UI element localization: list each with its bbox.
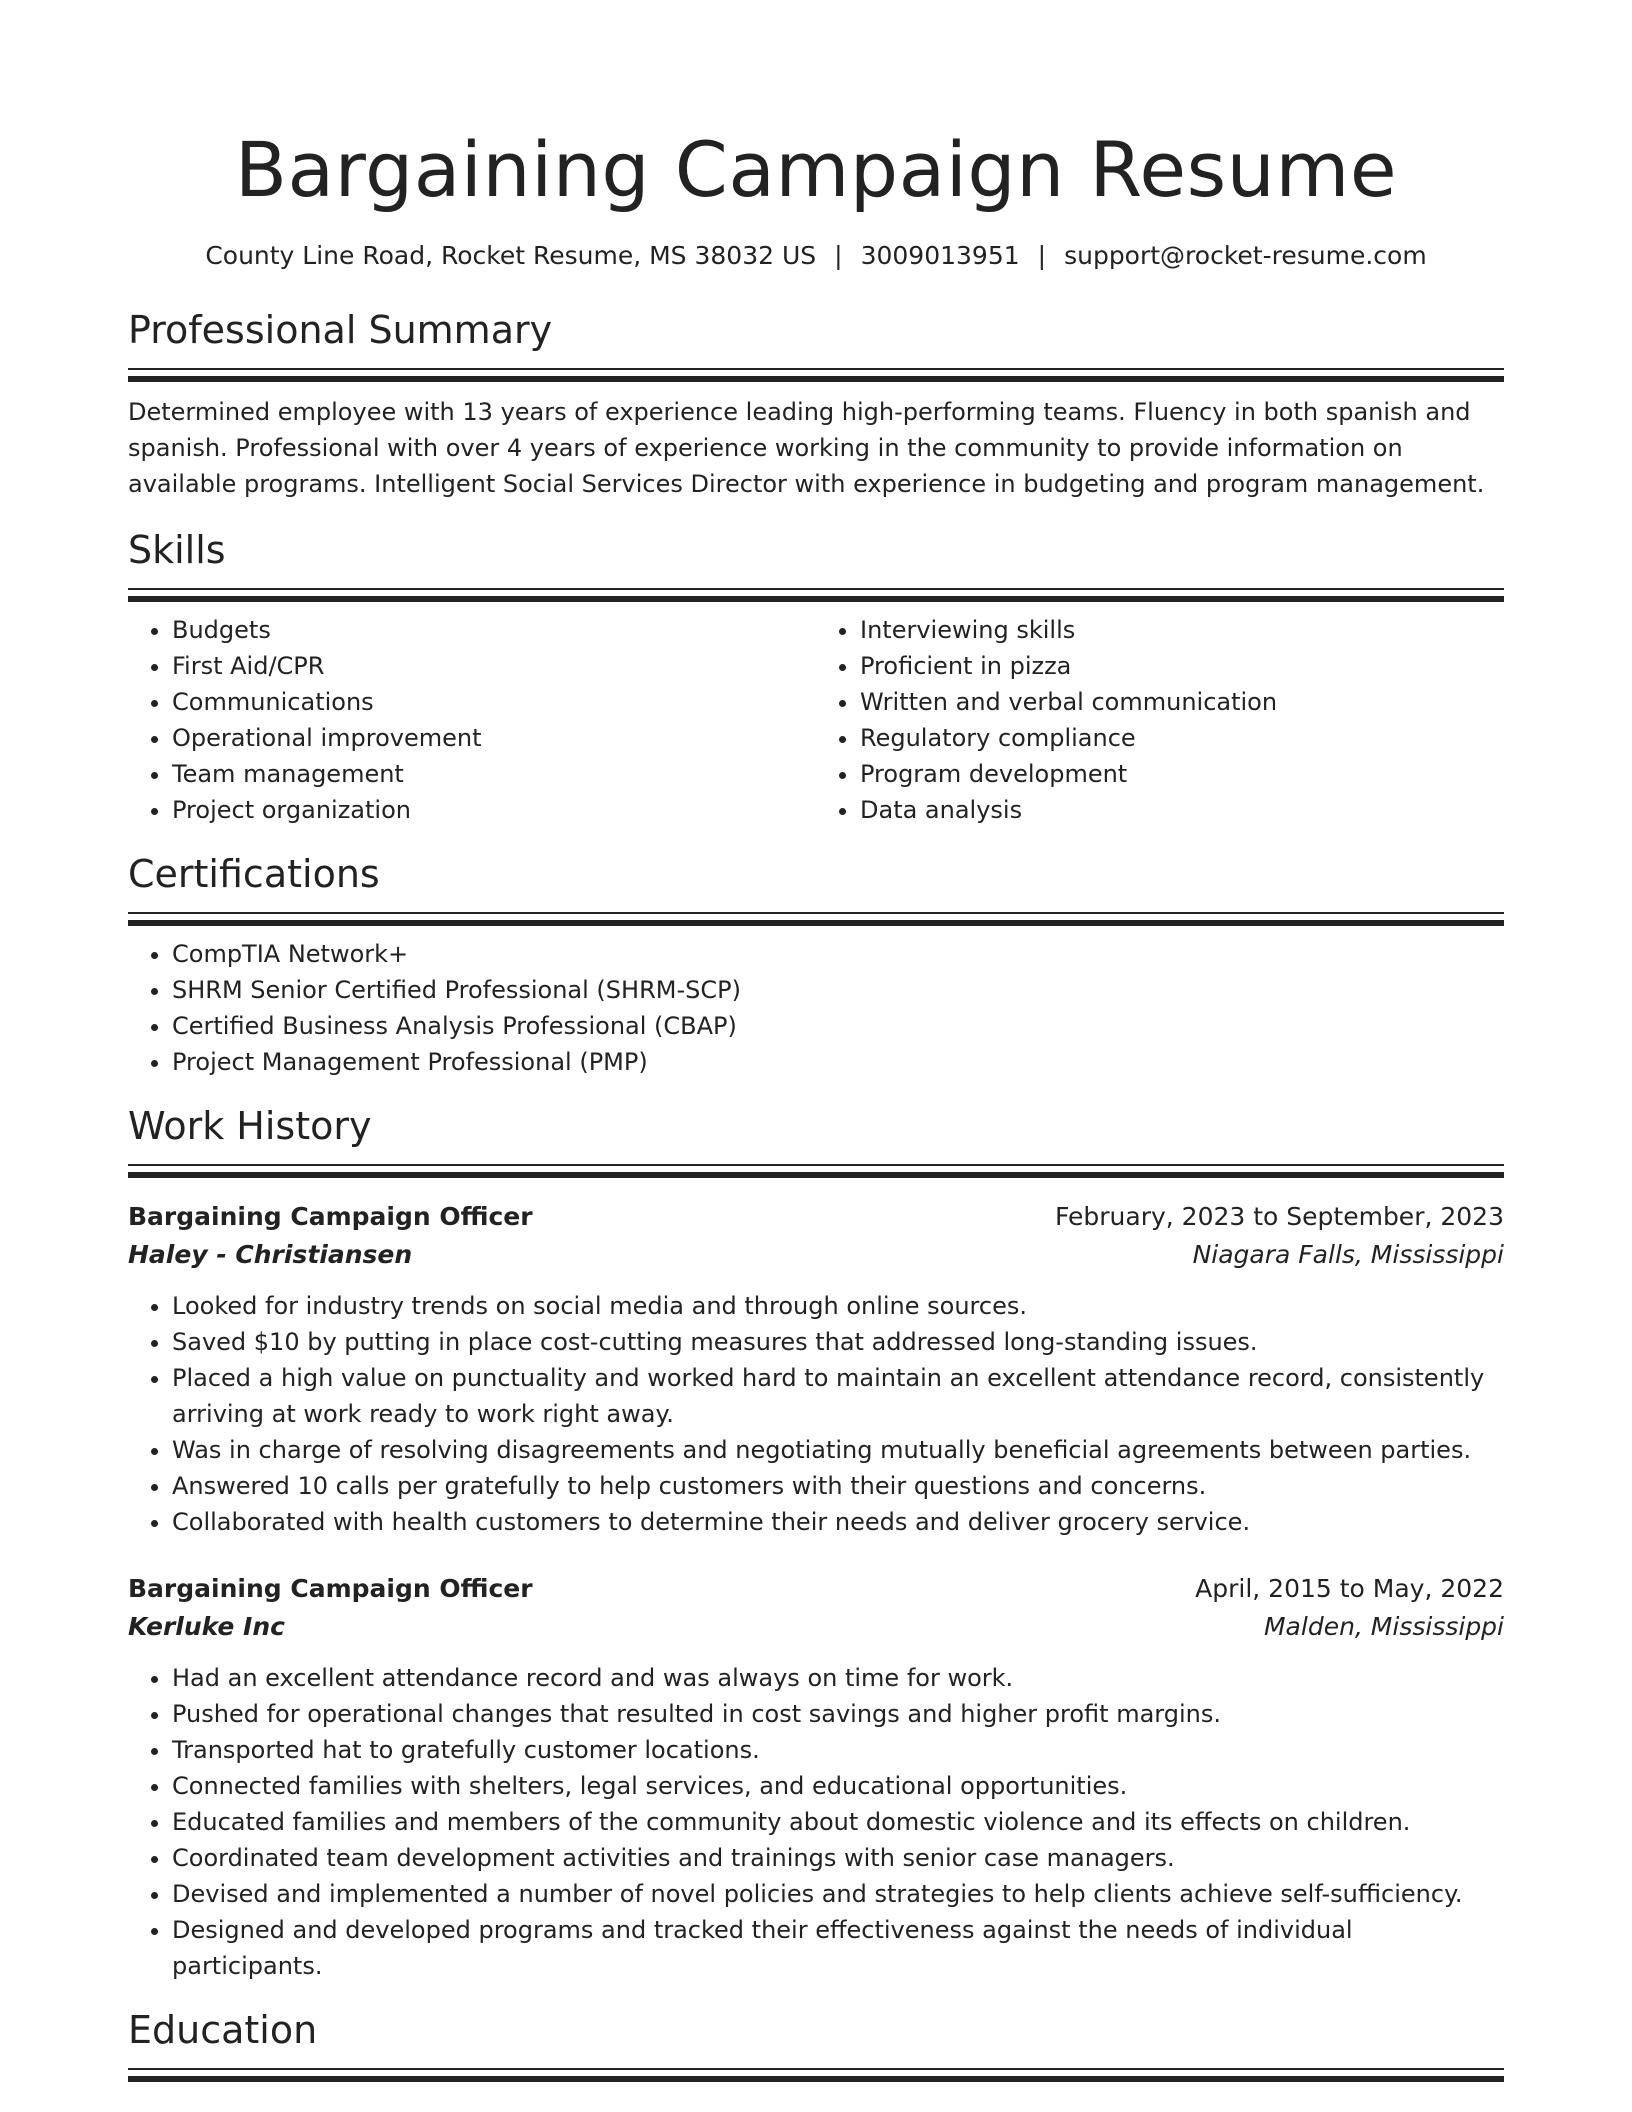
skills-list-right [816, 612, 1504, 828]
job-duty: • Was in charge of resolving disagreements and negotiating mutually beneficial agreements between parties. [172, 1432, 1504, 1468]
job-entry [128, 1198, 1504, 1540]
section-title-skills: Skills [128, 528, 226, 572]
job-duty: • Educated families and members of the community about domestic violence and its effects on children. [172, 1804, 1504, 1840]
skill-item: • Written and verbal communication [860, 684, 1504, 720]
job-entry [128, 1570, 1504, 1984]
resume-title: Bargaining Campaign Resume [234, 125, 1398, 214]
job-duties-list [128, 1660, 1504, 1984]
job-duty: • Answered 10 calls per gratefully to help customers with their questions and concerns. [172, 1468, 1504, 1504]
job-duty: • Coordinated team development activities and trainings with senior case managers. [172, 1840, 1504, 1876]
contact-address: County Line Road, Rocket Resume, MS 38032 US [205, 241, 817, 270]
skill-item: • Budgets [172, 612, 816, 648]
education-section [128, 2006, 1504, 2084]
resume-page [128, 120, 1504, 2084]
section-title-certifications: Certifications [128, 852, 380, 896]
skill-item: • Interviewing skills [860, 612, 1504, 648]
skills-list-left [128, 612, 816, 828]
job-duty: • Transported hat to gratefully customer locations. [172, 1732, 1504, 1768]
section-divider [128, 368, 1504, 384]
certification-item: • CompTIA Network+ [172, 936, 1504, 972]
certification-item: • Project Management Professional (PMP) [172, 1044, 1504, 1080]
skills-grid [128, 604, 1504, 828]
job-company: Kerluke Inc [128, 1612, 285, 1641]
skill-item: • Team management [172, 756, 816, 792]
section-title-summary: Professional Summary [128, 308, 553, 352]
skill-item: • Operational improvement [172, 720, 816, 756]
contact-line [128, 238, 1504, 274]
skill-item: • First Aid/CPR [172, 648, 816, 684]
job-duty: • Connected families with shelters, legal services, and educational opportunities. [172, 1768, 1504, 1804]
skill-item: • Project organization [172, 792, 816, 828]
job-duty: • Placed a high value on punctuality and worked hard to maintain an excellent attendance record, consistently arriving at work ready to work right away. [172, 1360, 1504, 1432]
summary-section [128, 306, 1504, 502]
skill-item: • Regulatory compliance [860, 720, 1504, 756]
certification-item: • Certified Business Analysis Professional (CBAP) [172, 1008, 1504, 1044]
job-header-row [128, 1570, 1504, 1608]
contact-separator: | [1037, 241, 1047, 270]
job-duty: • Looked for industry trends on social media and through online sources. [172, 1288, 1504, 1324]
job-location: Malden, Mississippi [1263, 1612, 1504, 1641]
skill-item: • Communications [172, 684, 816, 720]
job-header-row [128, 1198, 1504, 1236]
job-duty: • Designed and developed programs and tracked their effectiveness against the needs of individual participants. [172, 1912, 1504, 1984]
skills-section [128, 526, 1504, 828]
job-duties-list [128, 1288, 1504, 1540]
job-duty: • Devised and implemented a number of novel policies and strategies to help clients achieve self-sufficiency. [172, 1876, 1504, 1912]
job-company: Haley - Christiansen [128, 1240, 413, 1269]
section-divider [128, 1164, 1504, 1180]
section-divider [128, 2068, 1504, 2084]
job-company-row [128, 1608, 1504, 1646]
work-history-section [128, 1102, 1504, 1984]
job-dates: April, 2015 to May, 2022 [1195, 1574, 1504, 1603]
skill-item: • Data analysis [860, 792, 1504, 828]
job-duty: • Saved $10 by putting in place cost-cutting measures that addressed long-standing issues. [172, 1324, 1504, 1360]
job-duty: • Pushed for operational changes that resulted in cost savings and higher profit margins. [172, 1696, 1504, 1732]
certification-item: • SHRM Senior Certified Professional (SHRM-SCP) [172, 972, 1504, 1008]
certifications-list [128, 936, 1504, 1080]
job-dates: February, 2023 to September, 2023 [1055, 1202, 1504, 1231]
contact-email[interactable]: support@rocket-resume.com [1064, 241, 1427, 270]
section-title-education: Education [128, 2008, 318, 2052]
section-divider [128, 912, 1504, 928]
certifications-section [128, 850, 1504, 1080]
job-duty: • Had an excellent attendance record and was always on time for work. [172, 1660, 1504, 1696]
summary-text: Determined employee with 13 years of experience leading high-performing teams. Fluency in both spanish and spanish. Professional with over 4 years of experience working in the community to provide information on available programs. Intelligent Social Services Director with experience in budgeting and program management. [128, 398, 1485, 498]
job-title: Bargaining Campaign Officer [128, 1202, 533, 1231]
contact-separator: | [834, 241, 843, 270]
contact-phone: 3009013951 [860, 241, 1020, 270]
job-duty: • Collaborated with health customers to determine their needs and deliver grocery service. [172, 1504, 1504, 1540]
job-company-row [128, 1236, 1504, 1274]
section-divider [128, 588, 1504, 604]
job-location: Niagara Falls, Mississippi [1192, 1240, 1504, 1269]
skill-item: • Program development [860, 756, 1504, 792]
job-title: Bargaining Campaign Officer [128, 1574, 533, 1603]
section-title-work-history: Work History [128, 1104, 372, 1148]
skill-item: • Proficient in pizza [860, 648, 1504, 684]
